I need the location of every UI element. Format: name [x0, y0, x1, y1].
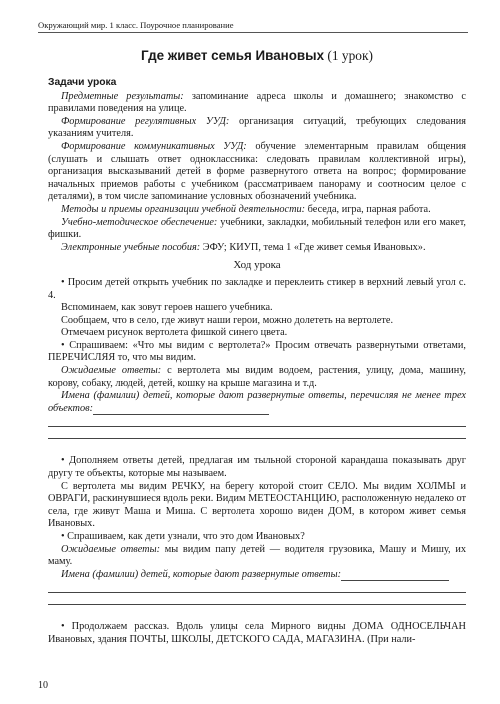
tasks-comm-text: обучение элементарным правилам общения (слушать и слышать ответ одноклассника: следовать правилам коллективной игры), организация высказываний детей в форме развернутого ответа на вопрос; формирование начальных приемов работы с учебником (рассматриваем панораму и соотносим целое с деталями), в том числе запоминание условных обозначений учебника. [48, 140, 466, 203]
tasks-communicative [48, 141, 466, 204]
tasks-subject [48, 91, 466, 116]
expected-answers-text: с вертолета мы видим водоем, растения, улицу, дома, машину, корову, собаку, людей, детей, кошку на крыше магазина и т.д. [48, 365, 466, 389]
course-p10: • Спрашиваем, как дети узнали, что это дом Ивановых? [61, 531, 305, 542]
course-p3: Сообщаем, что в село, где живут наши герои, можно долететь на вертолете. [61, 314, 394, 326]
names-prompt: Имена (фамилии) детей, которые дают развернутые ответы: [61, 568, 341, 580]
expected-answers-label: Ожидаемые ответы: [61, 365, 162, 377]
tasks-support-label: Учебно-методическое обеспечение: [61, 216, 218, 228]
expected-answers-text: мы видим папу детей — водителя грузовика, Машу и Мишу, их маму. [48, 543, 466, 568]
tasks-support-text: учебники, закладки, мобильный телефон или его макет, фишки. [48, 216, 466, 241]
course-p2: Вспоминаем, как зовут героев нашего учебника. [61, 302, 273, 314]
answer-line[interactable] [48, 581, 466, 593]
tasks-subject-text: запоминание адреса школы и домашнего; знакомство с правилами поведения на улице. [48, 90, 467, 115]
tasks-comm-label: Формирование коммуникативных УУД: [61, 140, 247, 152]
spacer [48, 605, 466, 621]
answer-line[interactable] [93, 414, 269, 415]
tasks-reg-label: Формирование регулятивных УУД: [61, 115, 230, 127]
names-prompt: Имена (фамилии) детей, которые дают развернутые ответы, перечисляя не менее трех объектов: [48, 390, 466, 414]
course-heading: Ход урока [233, 259, 281, 272]
course-p8: • Дополняем ответы детей, предлагая им тыльной стороной карандаша показывать друг другу те объекты, которые мы называем. [48, 455, 466, 480]
answer-line[interactable] [48, 427, 466, 439]
answer-line[interactable] [48, 593, 466, 605]
tasks-digital [48, 242, 466, 255]
answer-line[interactable] [341, 580, 449, 581]
tasks-support [48, 217, 466, 242]
course-p6 [48, 365, 466, 390]
tasks-methods-text: беседа, игра, парная работа. [305, 203, 431, 215]
tasks-regulative [48, 116, 466, 141]
course-p1: • Просим детей открыть учебник по закладке и переклеить стикер в верхний левый угол с. 4. [48, 276, 466, 301]
course-p5: • Спрашиваем: «Что мы видим с вертолета?» Просим отвечать развернутыми ответами, ПЕРЕЧИСЛЯЯ то, что мы видим. [48, 339, 466, 364]
tasks-digital-text: ЭФУ; КИУП, тема 1 «Где живет семья Ивановых». [200, 241, 426, 253]
tasks-digital-label: Электронные учебные пособия: [61, 241, 201, 253]
lesson-title-suffix: (1 урок) [324, 48, 373, 63]
tasks-methods [48, 204, 466, 217]
course-p11 [48, 544, 466, 569]
spacer [48, 439, 466, 455]
lesson-title-main: Где живет семья Ивановых [141, 48, 325, 63]
tasks-heading: Задачи урока [48, 77, 117, 88]
tasks-reg-text: организация ситуаций, требующих следования указаниям учителя. [48, 115, 466, 140]
course-p7 [48, 390, 466, 415]
course-p12 [48, 569, 466, 582]
course-p9: С вертолета мы видим РЕЧКУ, на берегу которой стоит СЕЛО. Мы видим ХОЛМЫ и ОВРАГИ, раскинувшиеся вдоль реки. Видим МЕТЕОСТАНЦИЮ, расположенную недалеко от села, где живут Маша и Миша. С вертолета хорошо виден ДОМ, в котором живет семья Ивановых. [48, 480, 466, 530]
course-p13: • Продолжаем рассказ. Вдоль улицы села Мирного видны ДОМА ОДНОСЕЛЬЧАН Ивановых, здания ПОЧТЫ, ШКОЛЫ, ДЕТСКОГО САДА, МАГАЗИНА. (При нали- [48, 621, 466, 645]
running-head: Окружающий мир. 1 класс. Поурочное планирование [38, 20, 468, 33]
answer-line[interactable] [48, 415, 466, 427]
tasks-subject-label: Предметные результаты: [61, 90, 184, 102]
page-number: 10 [38, 680, 48, 691]
page-content [48, 48, 466, 647]
tasks-methods-label: Методы и приемы организации учебной деятельности: [61, 203, 306, 215]
expected-answers-label: Ожидаемые ответы: [61, 543, 161, 555]
lesson-title [48, 48, 466, 64]
course-p4: Отмечаем рисунок вертолета фишкой синего цвета. [61, 327, 288, 339]
